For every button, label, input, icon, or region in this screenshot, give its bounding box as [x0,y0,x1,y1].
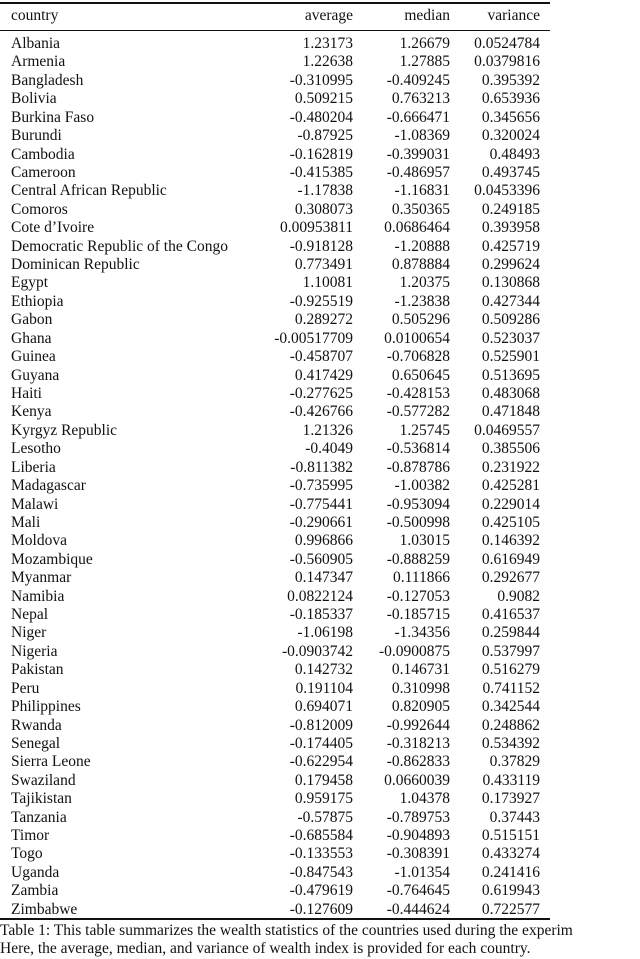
cell-variance: 0.416537 [481,606,540,624]
table-row [0,845,550,863]
table-row [0,735,550,753]
table-row [0,624,550,642]
cell-median: -0.904893 [386,827,450,845]
cell-average: -0.127609 [289,900,353,918]
cell-variance: 0.722577 [481,900,540,918]
cell-country: Ethiopia [11,292,64,310]
cell-average: 0.417429 [294,366,353,384]
cell-country: Kyrgyz Republic [11,421,118,439]
cell-country: Liberia [11,458,56,476]
cell-country: Gabon [11,311,53,329]
table-header-rule [0,30,550,31]
table-header-row [0,6,550,26]
cell-variance: 0.427344 [481,292,540,310]
cell-average: -0.87925 [297,127,353,145]
cell-median: 1.25745 [399,421,450,439]
cell-country: Bolivia [11,90,57,108]
cell-variance: 0.299624 [481,256,540,274]
table-row [0,827,550,845]
cell-average: 0.308073 [294,200,353,218]
cell-average: -1.17838 [297,182,353,200]
cell-country: Namibia [11,587,65,605]
table-row [0,496,550,514]
cell-average: 1.21326 [302,421,353,439]
cell-country: Armenia [11,53,66,71]
cell-country: Central African Republic [11,182,167,200]
header-variance: variance [487,7,540,24]
cell-average: -0.426766 [289,403,353,421]
cell-average: 1.23173 [302,35,353,52]
caption-line-1: Table 1: This table summarizes the wealth statistics of the countries used during the experim [0,922,573,939]
cell-variance: 0.130868 [481,274,540,292]
table-row [0,367,550,385]
cell-country: Cameroon [11,163,76,181]
cell-country: Burkina Faso [11,108,95,126]
cell-median: 0.310998 [391,679,450,697]
cell-average: -0.415385 [289,163,353,181]
table-top-rule [0,2,550,4]
cell-variance: 0.48493 [489,145,540,163]
cell-median: -0.862833 [386,753,450,771]
cell-average: -0.622954 [289,753,353,771]
table-row [0,717,550,735]
cell-average: 1.10081 [302,274,353,292]
table-row [0,164,550,182]
cell-median: 0.650645 [391,366,450,384]
table-row [0,661,550,679]
cell-variance: 0.515151 [481,827,540,845]
cell-median: 0.505296 [391,311,450,329]
table-row [0,348,550,366]
cell-country: Pakistan [11,661,64,679]
cell-median: -0.992644 [386,716,450,734]
cell-average: -0.812009 [289,716,353,734]
cell-average: -0.811382 [290,458,353,476]
cell-variance: 0.241416 [481,863,540,881]
cell-median: 0.111866 [393,569,450,587]
cell-country: Haiti [11,384,42,402]
cell-variance: 0.653936 [481,90,540,108]
cell-variance: 0.433274 [481,845,540,863]
cell-median: 1.04378 [399,790,450,808]
cell-average: -0.133553 [289,845,353,863]
cell-country: Moldova [11,532,67,550]
cell-average: 0.00953811 [279,219,353,237]
cell-country: Togo [11,845,43,863]
cell-median: 0.146731 [391,661,450,679]
cell-variance: 0.516279 [481,661,540,679]
header-median: median [404,7,450,24]
cell-median: -0.318213 [386,734,450,752]
cell-median: 0.820905 [391,698,450,716]
table-row [0,90,550,108]
table-bottom-rule [0,918,550,920]
cell-average: -0.00517709 [274,329,353,347]
cell-median: -0.666471 [386,108,450,126]
cell-average: -0.735995 [289,477,353,495]
cell-average: -0.4049 [305,440,353,458]
table-row [0,459,550,477]
cell-median: -1.16831 [394,182,450,200]
cell-average: 0.694071 [294,698,353,716]
table-row [0,864,550,882]
table-row [0,219,550,237]
cell-variance: 0.146392 [481,532,540,550]
cell-median: 1.20375 [399,274,450,292]
table-row [0,201,550,219]
cell-country: Mozambique [11,550,93,568]
cell-variance: 0.534392 [481,734,540,752]
cell-variance: 0.229014 [481,495,540,513]
cell-median: -1.08369 [394,127,450,145]
cell-variance: 0.248862 [481,716,540,734]
table-row [0,35,550,53]
cell-average: 1.22638 [302,53,353,71]
table-row [0,256,550,274]
cell-country: Lesotho [11,440,61,458]
cell-median: 0.763213 [391,90,450,108]
cell-variance: 0.616949 [481,550,540,568]
cell-median: -0.409245 [386,71,450,89]
cell-average: -0.290661 [289,513,353,531]
table-row [0,901,550,919]
cell-median: -0.888259 [386,550,450,568]
cell-median: -0.185715 [386,606,450,624]
cell-average: 0.179458 [294,771,353,789]
cell-median: -0.428153 [386,384,450,402]
cell-variance: 0.0453396 [474,182,540,200]
cell-average: 0.142732 [294,661,353,679]
cell-country: Bangladesh [11,71,84,89]
cell-country: Egypt [11,274,49,292]
cell-median: -0.577282 [386,403,450,421]
cell-median: -0.878786 [386,458,450,476]
cell-variance: 0.9082 [497,587,540,605]
table-row [0,330,550,348]
table-row [0,588,550,606]
caption-line-2: Here, the average, median, and variance of wealth index is provided for each country. [0,940,531,957]
cell-variance: 0.433119 [482,771,540,789]
cell-country: Comoros [11,200,68,218]
cell-variance: 0.0524784 [474,35,540,52]
cell-median: 0.350365 [391,200,450,218]
cell-country: Zambia [11,882,59,900]
cell-median: -0.308391 [386,845,450,863]
cell-country: Uganda [11,863,60,881]
table-row [0,514,550,532]
header-country: country [11,7,59,24]
cell-country: Zimbabwe [11,900,78,918]
cell-average: -0.458707 [289,348,353,366]
cell-average: -0.479619 [289,882,353,900]
cell-variance: 0.741152 [482,679,540,697]
cell-variance: 0.37829 [489,753,540,771]
cell-median: -0.953094 [386,495,450,513]
cell-median: -0.0900875 [378,642,450,660]
cell-average: 0.0822124 [287,587,353,605]
table-row [0,680,550,698]
cell-average: 0.509215 [294,90,353,108]
cell-median: 0.0660039 [384,771,450,789]
cell-variance: 0.342544 [481,698,540,716]
cell-country: Tajikistan [11,790,72,808]
table-row [0,422,550,440]
cell-median: -0.500998 [386,513,450,531]
cell-variance: 0.483068 [481,384,540,402]
cell-average: 0.147347 [294,569,353,587]
cell-average: -0.310995 [289,71,353,89]
table-row [0,772,550,790]
cell-median: -0.127053 [386,587,450,605]
cell-country: Guinea [11,348,56,366]
cell-median: -0.789753 [386,808,450,826]
cell-country: Nigeria [11,642,58,660]
table-row [0,146,550,164]
cell-median: 0.878884 [391,256,450,274]
cell-country: Guyana [11,366,60,384]
cell-variance: 0.493745 [481,163,540,181]
cell-country: Ghana [11,329,52,347]
cell-median: -1.23838 [394,292,450,310]
cell-average: 0.959175 [294,790,353,808]
table-caption [0,922,640,958]
cell-country: Burundi [11,127,62,145]
cell-average: -0.918128 [289,237,353,255]
cell-average: -1.06198 [297,624,353,642]
cell-variance: 0.385506 [481,440,540,458]
cell-median: -0.444624 [386,900,450,918]
cell-average: -0.277625 [289,384,353,402]
cell-country: Nepal [11,606,49,624]
cell-variance: 0.619943 [481,882,540,900]
cell-average: -0.174405 [289,734,353,752]
cell-average: -0.685584 [289,827,353,845]
table-row [0,385,550,403]
cell-average: 0.289272 [294,311,353,329]
cell-median: 1.03015 [399,532,450,550]
table-row [0,440,550,458]
table-row [0,532,550,550]
cell-variance: 0.173927 [481,790,540,808]
cell-variance: 0.425105 [481,513,540,531]
table-row [0,238,550,256]
cell-median: -1.34356 [394,624,450,642]
cell-country: Albania [11,35,61,52]
cell-average: -0.925519 [289,292,353,310]
cell-variance: 0.509286 [481,311,540,329]
cell-variance: 0.425719 [481,237,540,255]
cell-average: -0.480204 [289,108,353,126]
table-row [0,109,550,127]
cell-average: -0.0903742 [281,642,353,660]
table-row [0,551,550,569]
cell-country: Dominican Republic [11,256,140,274]
table-row [0,882,550,900]
table-row [0,809,550,827]
table-row [0,403,550,421]
cell-median: -1.00382 [394,477,450,495]
table-row [0,477,550,495]
cell-variance: 0.425281 [481,477,540,495]
cell-variance: 0.513695 [481,366,540,384]
cell-country: Niger [11,624,47,642]
cell-median: 0.0100654 [384,329,450,347]
cell-variance: 0.523037 [481,329,540,347]
table-row [0,274,550,292]
cell-country: Democratic Republic of the Congo [11,237,228,255]
table-row [0,182,550,200]
cell-country: Myanmar [11,569,72,587]
cell-variance: 0.259844 [481,624,540,642]
cell-median: -1.01354 [394,863,450,881]
table-row [0,53,550,71]
cell-average: -0.775441 [289,495,353,513]
cell-median: 1.26679 [399,35,450,52]
table-row [0,293,550,311]
cell-average: -0.560905 [289,550,353,568]
cell-median: -0.536814 [386,440,450,458]
table-row [0,698,550,716]
cell-median: 1.27885 [399,53,450,71]
cell-variance: 0.249185 [481,200,540,218]
cell-variance: 0.231922 [481,458,540,476]
cell-country: Madagascar [11,477,86,495]
cell-country: Cambodia [11,145,75,163]
cell-average: -0.185337 [289,606,353,624]
table-row [0,127,550,145]
cell-variance: 0.292677 [481,569,540,587]
table-row [0,790,550,808]
cell-average: 0.773491 [294,256,353,274]
cell-variance: 0.0469557 [474,421,540,439]
cell-median: -0.706828 [386,348,450,366]
table-row [0,311,550,329]
cell-variance: 0.0379816 [474,53,540,71]
table-row [0,569,550,587]
cell-median: -0.399031 [386,145,450,163]
table-row [0,753,550,771]
table-row [0,643,550,661]
cell-variance: 0.525901 [481,348,540,366]
cell-variance: 0.320024 [481,127,540,145]
cell-median: -0.486957 [386,163,450,181]
cell-average: 0.191104 [295,679,353,697]
cell-country: Kenya [11,403,52,421]
cell-country: Peru [11,679,40,697]
cell-country: Tanzania [11,808,67,826]
cell-country: Rwanda [11,716,62,734]
cell-country: Mali [11,513,41,531]
cell-variance: 0.37443 [489,808,540,826]
cell-median: -0.764645 [386,882,450,900]
cell-country: Sierra Leone [11,753,91,771]
cell-average: -0.162819 [289,145,353,163]
cell-variance: 0.393958 [481,219,540,237]
cell-variance: 0.395392 [481,71,540,89]
table-row [0,72,550,90]
cell-country: Senegal [11,734,61,752]
cell-country: Cote d’Ivoire [11,219,95,237]
table-row [0,606,550,624]
cell-variance: 0.345656 [481,108,540,126]
cell-country: Malawi [11,495,59,513]
cell-median: -1.20888 [394,237,450,255]
cell-country: Swaziland [11,771,76,789]
cell-variance: 0.537997 [481,642,540,660]
cell-average: 0.996866 [294,532,353,550]
cell-median: 0.0686464 [384,219,450,237]
header-average: average [304,7,353,24]
cell-average: -0.847543 [289,863,353,881]
cell-variance: 0.471848 [481,403,540,421]
cell-average: -0.57875 [297,808,353,826]
cell-country: Philippines [11,698,81,716]
cell-country: Timor [11,827,50,845]
